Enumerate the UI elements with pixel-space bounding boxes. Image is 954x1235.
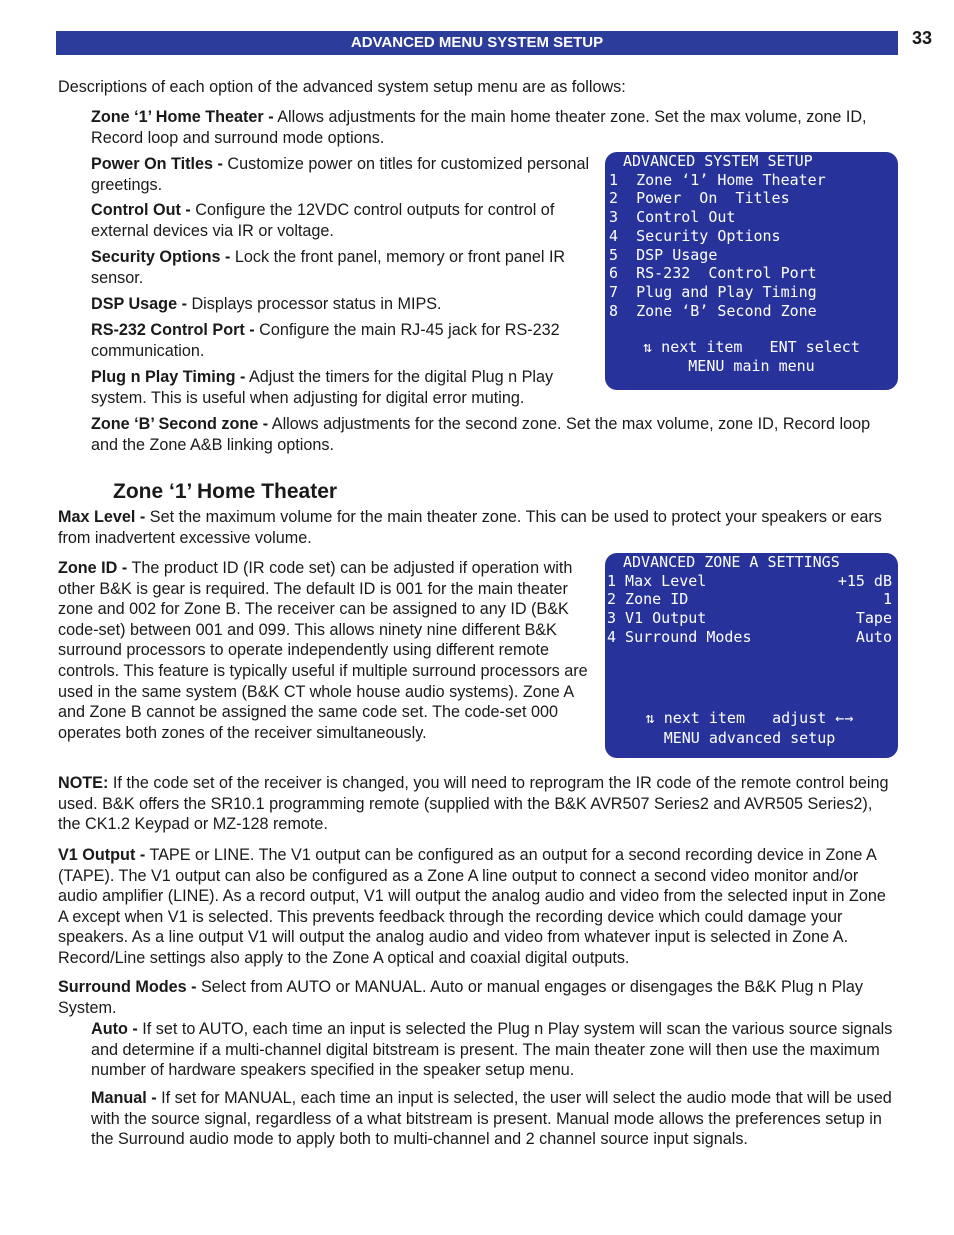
paragraph-text: Select from AUTO or MANUAL. Auto or manual engages or disengages the B&K Plug n Play System. bbox=[58, 978, 863, 1017]
setting-label: 4 Surround Modes bbox=[607, 627, 752, 646]
option-text: Customize power on titles for customized personal greetings. bbox=[91, 155, 590, 194]
menu-item-plug-and-play: 7 Plug and Play Timing bbox=[609, 282, 817, 301]
setting-row-zone-id bbox=[607, 590, 892, 609]
menu-item-control-out: 3 Control Out bbox=[609, 208, 736, 227]
option-label: Zone ‘B’ Second zone - bbox=[91, 415, 269, 433]
section-title: Zone ‘1’ Home Theater bbox=[113, 480, 338, 503]
setting-value: +15 dB bbox=[837, 571, 892, 590]
advanced-zone-a-settings-screen bbox=[605, 553, 898, 758]
option-text: Displays processor status in MIPS. bbox=[186, 295, 442, 313]
screen-title: ADVANCED SYSTEM SETUP bbox=[623, 152, 813, 170]
option-control-out bbox=[91, 200, 601, 241]
paragraph-text: If set to AUTO, each time an input is selected the Plug n Play system will scan the various source signals and determine if a multi-channel digital bitstream is present. The main theater zone will then use the maximum number of hardware speakers specified in the speaker setup menu. bbox=[91, 1020, 893, 1080]
auto-paragraph bbox=[91, 1019, 897, 1081]
menu-item-power-on-titles: 2 Power On Titles bbox=[609, 189, 790, 208]
option-text: Configure the main RJ-45 jack for RS-232 communication. bbox=[91, 321, 560, 360]
option-text: Configure the 12VDC control outputs for control of external devices via IR or voltage. bbox=[91, 201, 555, 240]
option-zone-b bbox=[91, 414, 897, 455]
option-security bbox=[91, 247, 603, 288]
manual-paragraph bbox=[91, 1088, 897, 1150]
setting-row-surround-modes bbox=[607, 628, 892, 647]
option-rs232 bbox=[91, 320, 601, 361]
option-label: Control Out - bbox=[91, 201, 191, 219]
option-plug-n-play bbox=[91, 367, 596, 408]
option-label: Zone ‘1’ Home Theater - bbox=[91, 108, 274, 126]
header-bar bbox=[56, 31, 898, 55]
max-level-paragraph bbox=[58, 507, 898, 548]
option-text: Lock the front panel, memory or front panel IR sensor. bbox=[91, 248, 566, 287]
paragraph-text: If set for MANUAL, each time an input is selected, the user will select the audio mode that will be used with the source signal, regardless of a what bitstream is present. Manual mode allows the preferences setup in the Surround audio mode to apply both to multi-channel and 2 channel source input signals. bbox=[91, 1089, 892, 1149]
paragraph-text: If the code set of the receiver is changed, you will need to reprogram the IR code of the remote control being used. B&K offers the SR10.1 programming remote (supplied with the B&K AVR507 Series2 and AVR505 Series2), the CK1.2 Keypad or MZ-128 remote. bbox=[58, 774, 889, 834]
screen-footer-nav: ⇅ next item ENT select bbox=[643, 338, 860, 357]
setting-value: 1 bbox=[882, 590, 892, 609]
paragraph-label: Manual - bbox=[91, 1089, 157, 1107]
setting-row-v1-output bbox=[607, 609, 892, 628]
option-zone1 bbox=[91, 107, 891, 148]
menu-item-zone1: 1 Zone ‘1’ Home Theater bbox=[609, 170, 826, 189]
paragraph-label: Max Level - bbox=[58, 508, 146, 526]
paragraph-label: NOTE: bbox=[58, 774, 109, 792]
paragraph-label: Surround Modes - bbox=[58, 978, 197, 996]
menu-item-rs232: 6 RS-232 Control Port bbox=[609, 264, 817, 283]
setting-label: 3 V1 Output bbox=[607, 609, 707, 628]
paragraph-label: Auto - bbox=[91, 1020, 138, 1038]
menu-item-zone-b: 8 Zone ‘B’ Second Zone bbox=[609, 301, 817, 320]
paragraph-label: Zone ID - bbox=[58, 559, 128, 577]
menu-item-dsp-usage: 5 DSP Usage bbox=[609, 245, 718, 264]
paragraph-label: V1 Output - bbox=[58, 846, 146, 864]
setting-value: Tape bbox=[855, 609, 892, 628]
option-label: Power On Titles - bbox=[91, 155, 223, 173]
option-power-on-titles bbox=[91, 154, 601, 195]
paragraph-text: TAPE or LINE. The V1 output can be configured as an output for a second recording device in Zone A (TAPE). The V1 output can also be configured as a Zone A line output to connect a second video monitor and/or audio amplifier (LINE). As a record output, V1 will output the analog audio and video from the selected input in Zone A except when V1 is selected. This prevents feedback through the recording device which could damage your speakers. As a line output V1 will output the analog audio and video from whatever input is selected in Zone A. Record/Line settings also apply to the Zone A optical and coaxial digital outputs. bbox=[58, 846, 886, 967]
v1-output-paragraph bbox=[58, 845, 898, 969]
option-text: Allows adjustments for the second zone. Set the max volume, zone ID, Record loop and the Zone A&B linking options. bbox=[91, 415, 871, 454]
screen-footer-nav: ⇅ next item adjust ←→ bbox=[645, 708, 854, 727]
menu-item-security-options: 4 Security Options bbox=[609, 226, 781, 245]
screen-footer-menu: MENU main menu bbox=[688, 357, 815, 376]
screen-title: ADVANCED ZONE A SETTINGS bbox=[623, 553, 840, 571]
option-label: DSP Usage - bbox=[91, 295, 187, 313]
setting-value: Auto bbox=[855, 627, 892, 646]
option-label: RS-232 Control Port - bbox=[91, 321, 255, 339]
intro-text: Descriptions of each option of the advanced system setup menu are as follows: bbox=[58, 78, 626, 96]
screen-footer-menu: MENU advanced setup bbox=[663, 729, 836, 748]
setting-label: 2 Zone ID bbox=[607, 590, 689, 609]
surround-modes-paragraph bbox=[58, 977, 898, 1018]
option-dsp-usage bbox=[91, 294, 601, 315]
option-text: Adjust the timers for the digital Plug n Play system. This is useful when adjusting for digital error muting. bbox=[91, 368, 554, 407]
paragraph-text: Set the maximum volume for the main theater zone. This can be used to protect your speakers or ears from inadvertent excessive volume. bbox=[58, 508, 882, 547]
option-label: Security Options - bbox=[91, 248, 231, 266]
option-text: Allows adjustments for the main home theater zone. Set the max volume, zone ID, Record loop and surround mode options. bbox=[91, 108, 867, 147]
note-paragraph bbox=[58, 773, 898, 835]
setting-label: 1 Max Level bbox=[607, 571, 707, 590]
paragraph-text: The product ID (IR code set) can be adjusted if operation with other B&K is gear is required. The default ID is 001 for the main theater zone and 002 for Zone B. The receiver can be assigned to any ID (B&K code-set) between 001 and 099. This allows ninety nine different B&K surround processors to operate independently using different remote controls. This feature is typically useful if multiple surround processors are used in the same system (B&K CT whole house audio systems). Zone A and Zone B cannot be assigned the same code set. The code-set 000 operates both zones of the receiver simultaneously. bbox=[58, 559, 588, 742]
zone-id-paragraph bbox=[58, 558, 604, 743]
advanced-system-setup-screen bbox=[605, 152, 898, 390]
setting-row-max-level bbox=[607, 572, 892, 591]
header-title: ADVANCED MENU SYSTEM SETUP bbox=[350, 34, 604, 51]
page-number: 33 bbox=[912, 28, 933, 48]
option-label: Plug n Play Timing - bbox=[91, 368, 246, 386]
